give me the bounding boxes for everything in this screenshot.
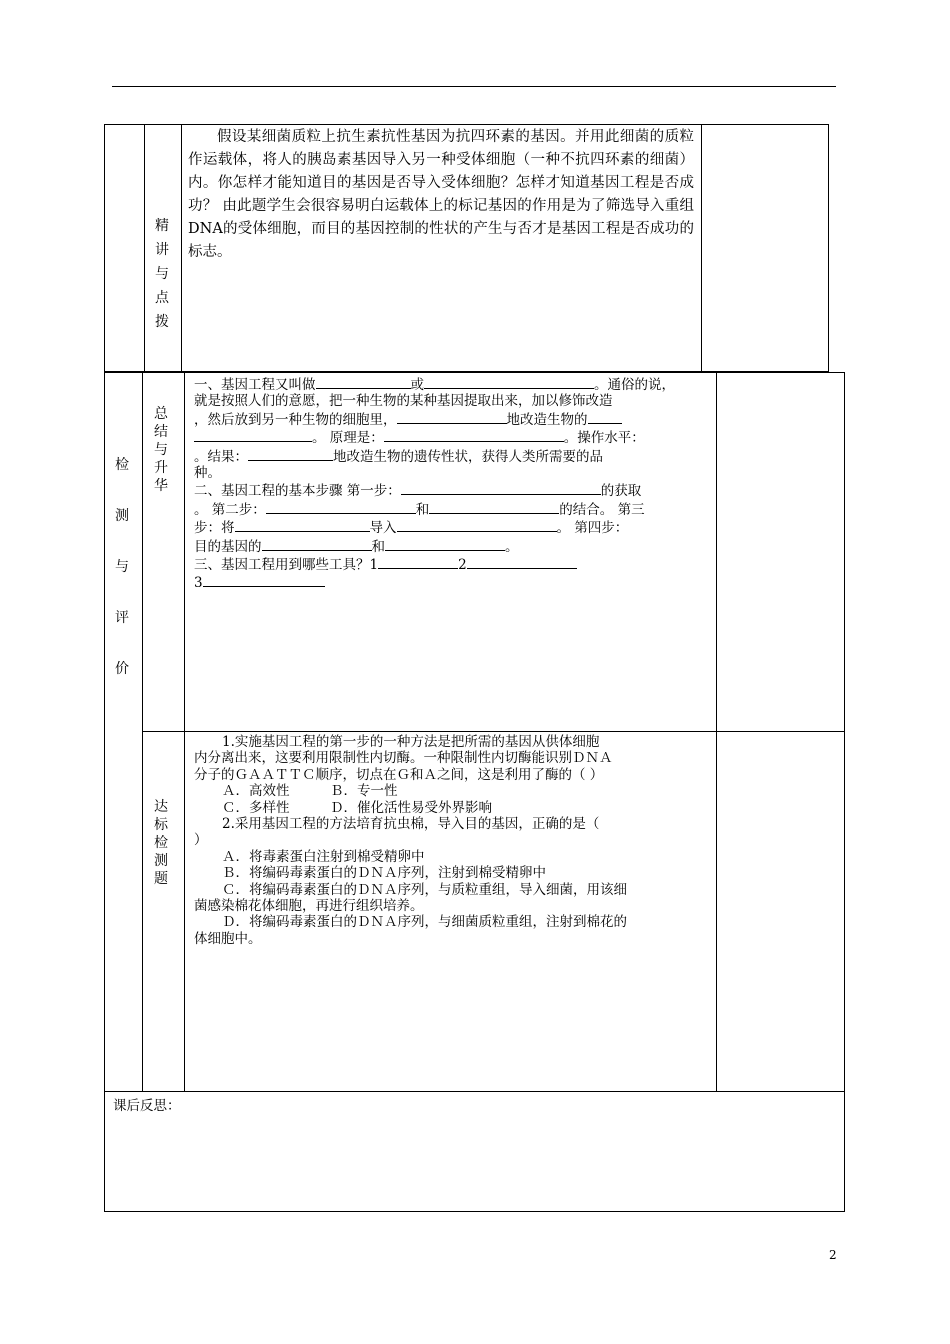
q2-line: ） xyxy=(194,832,208,849)
blank[interactable] xyxy=(235,518,370,532)
jingjiang-label: 精讲与点拨 xyxy=(155,218,169,330)
q2-option-d-cont: 体细胞中。 xyxy=(194,930,262,947)
q2-option-c-cont: 菌感染棉花体细胞，再进行组织培养。 xyxy=(194,898,424,915)
blank[interactable] xyxy=(588,410,622,424)
blank[interactable] xyxy=(248,447,333,461)
q1-line: 1.实施基因工程的第一步的一种方法是把所需的基因从供体细胞 xyxy=(222,734,600,750)
blank[interactable] xyxy=(385,537,505,551)
blank[interactable] xyxy=(316,375,411,389)
blank[interactable] xyxy=(378,555,458,569)
q2-option-a: Ａ．将毒素蛋白注射到棉受精卵中 xyxy=(222,848,425,865)
blank[interactable] xyxy=(397,518,557,532)
q2-line: 2.采用基因工程的方法培育抗虫棉，导入目的基因，正确的是（ xyxy=(222,816,600,833)
reflection-box xyxy=(104,1091,845,1212)
summary-content: 一、基因工程又叫做 或 。通俗的说， 就是按照人们的意愿，把一种生物的某种基因提取出来，加以修饰改造 ，然后放到另一种生物的细胞里， 地改造生物的 。 原理是： 。操作水平： 。结果： 地改造生物的遗传性状，获得人类所需要的品 种。 二、基因工程的基本步骤 第一步： 的获取 。 第二步： 和 的结合。 第三 步：将 导入 。 第四步： 目的基因的 和 。 三、基因工程用到哪些工具？1 2 3 xyxy=(194,377,675,592)
blank[interactable] xyxy=(401,481,601,495)
q2-option-d: Ｄ．将编码毒素蛋白的ＤＮＡ序列，与细菌质粒重组，注射到棉花的 xyxy=(222,914,627,931)
blank[interactable] xyxy=(397,410,507,424)
quiz-content xyxy=(194,734,714,947)
blank[interactable] xyxy=(384,428,564,442)
blank[interactable] xyxy=(194,428,312,442)
header-rule xyxy=(112,86,836,87)
jingjiang-paragraph: 假设某细菌质粒上抗生素抗性基因为抗四环素的基因。并用此细菌的质粒作运载体，将人的胰岛素基因导入另一种受体细胞（一种不抗四环素的细菌）内。你怎样才能知道目的基因是否导入受体细胞？怎样才知道基因工程是否成功？ 由此题学生会很容易明白运载体上的标记基因的作用是为了筛选导入重组DNA的受体细胞，而目的基因控制的性状的产生与否才是基因工程是否成功的标志。 xyxy=(188,129,694,260)
blank[interactable] xyxy=(424,375,594,389)
blank[interactable] xyxy=(262,537,372,551)
blank[interactable] xyxy=(203,573,325,587)
blank[interactable] xyxy=(266,500,416,514)
q1-options-ab: Ａ．高效性 Ｂ．专一性 xyxy=(222,783,398,800)
summary-label: 总结与升华 xyxy=(154,406,168,494)
q2-option-b: Ｂ．将编码毒素蛋白的ＤＮＡ序列，注射到棉受精卵中 xyxy=(222,865,546,882)
q1-line: 分子的ＧＡＡＴＴＣ顺序，切点在Ｇ和Ａ之间，这是利用了酶的（ ） xyxy=(194,766,604,783)
page-number: 2 xyxy=(829,1248,837,1262)
jiance-label: 检测与评价 xyxy=(115,457,129,677)
q1-line: 内分离出来，这要利用限制性内切酶。一种限制性内切酶能识别ＤＮＡ xyxy=(194,750,613,767)
blank[interactable] xyxy=(429,500,559,514)
quiz-label: 达标检测题 xyxy=(154,799,168,887)
reflection-label: 课后反思： xyxy=(113,1098,181,1114)
q1-options-cd: Ｃ．多样性 Ｄ．催化活性易受外界影响 xyxy=(222,799,492,816)
blank[interactable] xyxy=(467,555,577,569)
q2-option-c: Ｃ．将编码毒素蛋白的ＤＮＡ序列，与质粒重组，导入细菌，用该细 xyxy=(222,881,627,898)
